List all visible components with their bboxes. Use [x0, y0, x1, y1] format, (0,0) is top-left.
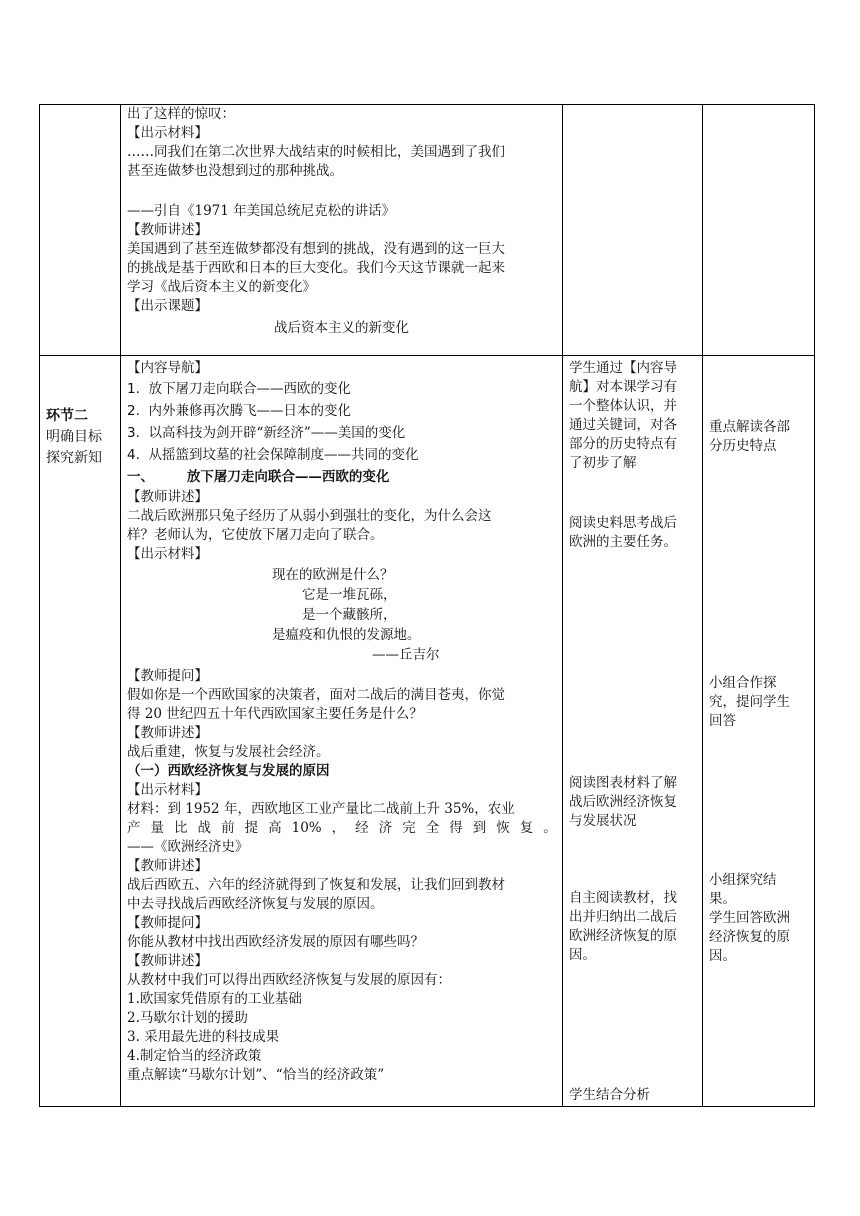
student-activity: 战后欧洲经济恢复	[569, 794, 677, 810]
design-intent: 果。	[709, 891, 736, 907]
text-char: 济	[378, 820, 393, 836]
phase-title: 环节二	[46, 408, 88, 424]
text-line: 【教师讲述】	[127, 858, 208, 874]
text-line: 材料：到 1952 年，西欧地区工业产量比二战前上升 35%，农业	[127, 801, 515, 817]
text-char: 全	[425, 820, 440, 836]
student-activity: 与发展状况	[569, 813, 637, 829]
text-line: 假如你是一个西欧国家的决策者，面对二战后的满目苍夷，你觉	[127, 687, 505, 703]
nav-item	[127, 424, 405, 443]
section-title: 放下屠刀走向联合——西欧的变化	[186, 469, 390, 485]
student-activity: 了初步了解	[569, 455, 637, 471]
text-line: 的挑战是基于西欧和日本的巨大变化。我们今天这节课就一起来	[127, 260, 505, 276]
poem-line: 它是一堆瓦砾，	[302, 587, 397, 603]
text-line: 战后重建，恢复与发展社会经济。	[127, 744, 330, 760]
text-line: ……同我们在第二次世界大战结束的时候相比，美国遇到了我们	[127, 144, 505, 160]
student-activity: 学生结合分析	[569, 1087, 650, 1103]
student-activity: 因。	[569, 947, 596, 963]
text-line: 【出示材料】	[127, 546, 208, 562]
text-line: 中去寻找战后西欧经济恢复与发展的原因。	[127, 896, 384, 912]
list-item: 3. 采用最先进的科技成果	[127, 1029, 280, 1045]
phase-cell	[40, 105, 121, 356]
intent-cell	[703, 356, 815, 1107]
nav-item	[127, 380, 351, 399]
student-activity: 阅读史料思考战后	[569, 515, 677, 531]
text-line: 重点解读“马歇尔计划”、“恰当的经济政策”	[127, 1067, 385, 1083]
nav-item-text: 以高科技为剑开辟“新经济”——美国的变化	[148, 425, 406, 441]
design-intent: 经济恢复的原	[709, 929, 790, 945]
list-item: 2.马歇尔计划的援助	[127, 1010, 248, 1026]
student-activity: 部分的历史特点有	[569, 436, 677, 452]
text-char: 提	[244, 820, 259, 836]
lesson-plan-table	[39, 104, 815, 1107]
text-line: 二战后欧洲那只兔子经历了从弱小到强壮的变化，为什么会这	[127, 508, 492, 524]
student-activity: 航】对本课学习有	[569, 379, 677, 395]
design-intent: 小组探究结	[709, 872, 777, 888]
student-activity: 欧洲的主要任务。	[569, 534, 677, 550]
text-char: 比	[174, 820, 188, 836]
text-line: 【教师讲述】	[127, 489, 208, 505]
text-line: 得 20 世纪四五十年代西欧国家主要任务是什么？	[127, 706, 423, 722]
student-activity: 出并归纳出二战后	[569, 909, 677, 925]
text-line: 【教师提问】	[127, 915, 208, 931]
nav-item	[127, 446, 418, 465]
table-row	[40, 356, 815, 1107]
section-heading	[127, 468, 389, 487]
text-line: 【教师提问】	[127, 668, 208, 684]
poem-line: 现在的欧洲是什么？	[272, 567, 394, 583]
text-line: 从教材中我们可以得出西欧经济恢复与发展的原因有：	[127, 972, 451, 988]
student-activity: 阅读图表材料了解	[569, 775, 677, 791]
text-line: 甚至连做梦也没想到过的那种挑战。	[127, 163, 343, 179]
text-line: 【教师讲述】	[127, 953, 208, 969]
text-line: 【教师讲述】	[127, 725, 208, 741]
text-char: 10%	[291, 820, 322, 836]
student-activity: 欧洲经济恢复的原	[569, 928, 677, 944]
nav-item-number: 3.	[127, 425, 140, 441]
lesson-title: 战后资本主义的新变化	[274, 320, 409, 336]
phase-subtitle: 明确目标	[46, 429, 102, 445]
nav-item	[127, 402, 351, 421]
student-cell	[563, 105, 703, 356]
text-char: 恢	[496, 820, 510, 836]
citation-line: ——《欧洲经济史》	[127, 839, 249, 855]
text-line: 样？老师认为，它使放下屠刀走向了联合。	[127, 527, 384, 543]
nav-item-number: 2.	[127, 403, 140, 419]
student-cell	[563, 356, 703, 1107]
text-line: 出了这样的惊叹：	[127, 106, 235, 122]
text-char: 经	[355, 820, 369, 836]
phase-cell	[40, 356, 121, 1107]
poem-line: 是瘟疫和仇恨的发源地。	[272, 627, 421, 643]
justified-line	[127, 819, 557, 838]
text-char: 前	[221, 820, 235, 836]
content-cell	[121, 105, 563, 356]
intent-cell	[703, 105, 815, 356]
text-char: 产	[127, 820, 141, 836]
table-row	[40, 105, 815, 356]
design-intent: 小组合作探	[709, 675, 777, 691]
design-intent: 学生回答欧洲	[709, 910, 790, 926]
list-item: 4.制定恰当的经济政策	[127, 1048, 262, 1064]
subsection-heading: （一）西欧经济恢复与发展的原因	[127, 763, 330, 779]
text-char: 完	[402, 820, 416, 836]
nav-item-text: 内外兼修再次腾飞——日本的变化	[148, 403, 351, 419]
text-char: 量	[150, 820, 165, 836]
design-intent: 重点解读各部	[709, 419, 790, 435]
text-line: 【教师讲述】	[127, 222, 208, 238]
text-line: 战后西欧五、六年的经济就得到了恢复和发展，让我们回到教材	[127, 877, 505, 893]
student-activity: 学生通过【内容导	[569, 360, 677, 376]
text-char: ，	[331, 820, 346, 836]
text-line: 【出示材料】	[127, 125, 208, 141]
content-cell	[121, 356, 563, 1107]
citation-line: ——引自《1971 年美国总统尼克松的讲话》	[127, 203, 396, 219]
design-intent: 分历史特点	[709, 438, 777, 454]
text-char: 战	[197, 820, 212, 836]
student-activity: 自主阅读教材，找	[569, 890, 677, 906]
nav-item-text: 放下屠刀走向联合——西欧的变化	[148, 381, 351, 397]
nav-item-number: 1.	[127, 381, 140, 397]
text-char: 复	[519, 820, 534, 836]
text-line: 【出示材料】	[127, 782, 208, 798]
text-char: 得	[449, 820, 463, 836]
text-char: 高	[268, 820, 282, 836]
text-line: 【出示课题】	[127, 298, 208, 314]
student-activity: 通过关键词，对各	[569, 417, 677, 433]
nav-label: 【内容导航】	[127, 360, 208, 376]
text-line: 你能从教材中找出西欧经济发展的原因有哪些吗？	[127, 934, 424, 950]
section-number: 一、	[127, 469, 154, 485]
nav-item-text: 从摇篮到坟墓的社会保障制度——共同的变化	[148, 447, 419, 463]
phase-subtitle: 探究新知	[46, 450, 102, 466]
text-line: 美国遇到了甚至连做梦都没有想到的挑战，没有遇到的这一巨大	[127, 241, 505, 257]
text-line: 学习《战后资本主义的新变化》	[127, 279, 316, 295]
poem-author: ——丘吉尔	[372, 647, 440, 663]
text-char: 到	[472, 820, 487, 836]
design-intent: 因。	[709, 948, 736, 964]
text-char: 。	[543, 820, 557, 836]
design-intent: 回答	[709, 713, 736, 729]
list-item: 1.欧国家凭借原有的工业基础	[127, 991, 302, 1007]
poem-line: 是一个藏骸所，	[302, 607, 397, 623]
design-intent: 究，提问学生	[709, 694, 790, 710]
nav-item-number: 4.	[127, 447, 140, 463]
student-activity: 一个整体认识，并	[569, 398, 677, 414]
